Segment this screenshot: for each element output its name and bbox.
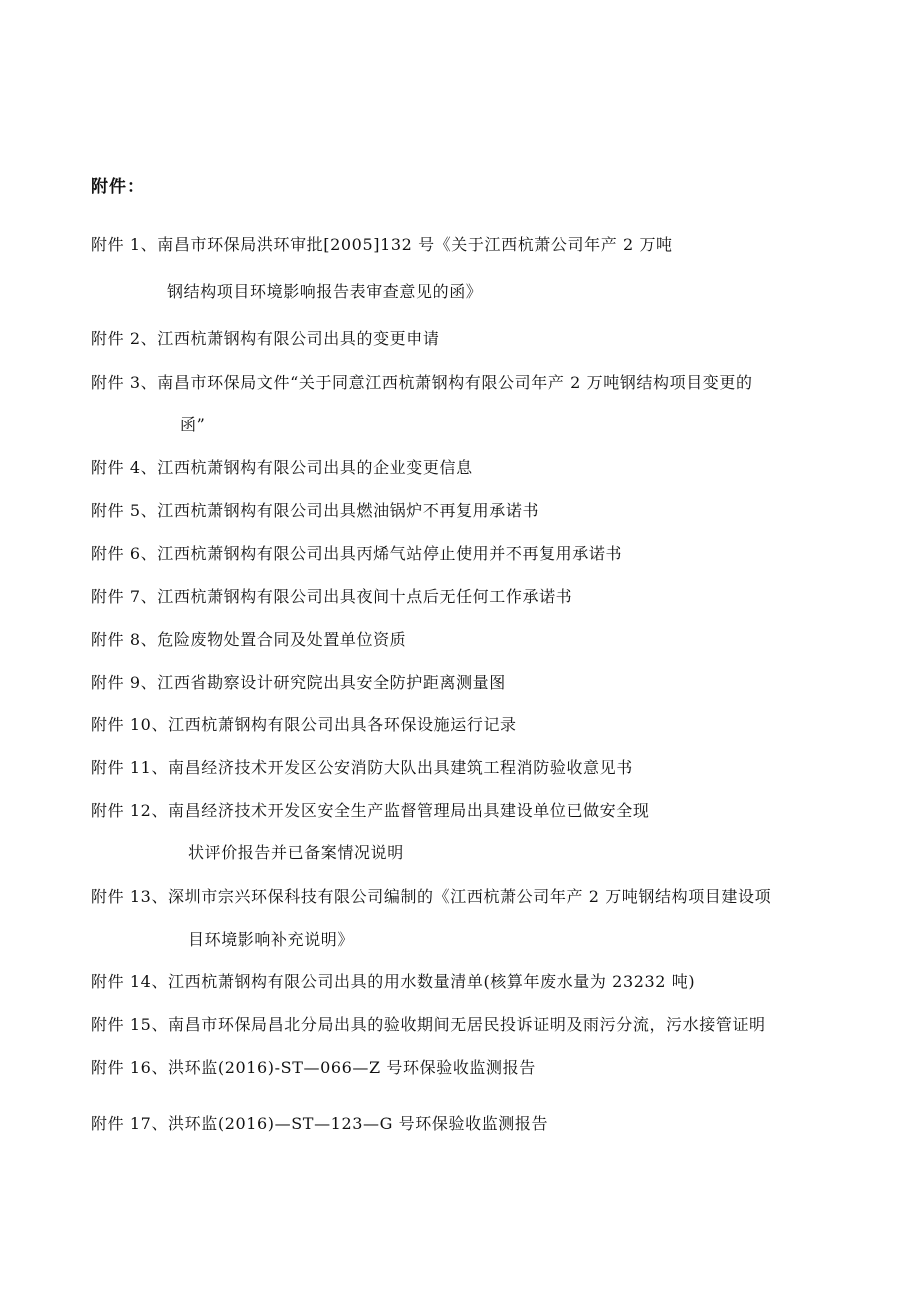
attachment-10: 附件 10、江西杭萧钢构有限公司出具各环保设施运行记录 [91, 715, 517, 734]
attachment-15: 附件 15、南昌市环保局昌北分局出具的验收期间无居民投诉证明及雨污分流，污水接管证明 [91, 1015, 766, 1034]
attachment-1-continued: 钢结构项目环境影响报告表审查意见的函》 [167, 282, 483, 301]
attachment-2: 附件 2、江西杭萧钢构有限公司出具的变更申请 [91, 329, 440, 348]
attachment-13: 附件 13、深圳市宗兴环保科技有限公司编制的《江西杭萧公司年产 2 万吨钢结构项目建设项 [91, 887, 772, 906]
attachment-5: 附件 5、江西杭萧钢构有限公司出具燃油锅炉不再复用承诺书 [91, 501, 540, 520]
attachment-14: 附件 14、江西杭萧钢构有限公司出具的用水数量清单(核算年废水量为 23232 吨) [91, 972, 696, 991]
attachment-13-continued: 目环境影响补充说明》 [188, 930, 355, 949]
attachment-11: 附件 11、南昌经济技术开发区公安消防大队出具建筑工程消防验收意见书 [91, 758, 633, 777]
attachment-7: 附件 7、江西杭萧钢构有限公司出具夜间十点后无任何工作承诺书 [91, 587, 573, 606]
attachment-12: 附件 12、南昌经济技术开发区安全生产监督管理局出具建设单位已做安全现 [91, 801, 650, 820]
attachment-3: 附件 3、南昌市环保局文件“关于同意江西杭萧钢构有限公司年产 2 万吨钢结构项目变更的 [91, 373, 753, 392]
attachment-6: 附件 6、江西杭萧钢构有限公司出具丙烯气站停止使用并不再复用承诺书 [91, 544, 623, 563]
attachment-16: 附件 16、洪环监(2016)-ST—066—Z 号环保验收监测报告 [91, 1058, 536, 1077]
attachment-4: 附件 4、江西杭萧钢构有限公司出具的企业变更信息 [91, 458, 473, 477]
attachment-9: 附件 9、江西省勘察设计研究院出具安全防护距离测量图 [91, 673, 506, 692]
attachment-12-continued: 状评价报告并已备案情况说明 [188, 843, 404, 862]
attachment-17: 附件 17、洪环监(2016)—ST—123—G 号环保验收监测报告 [91, 1114, 549, 1133]
attachment-8: 附件 8、危险废物处置合同及处置单位资质 [91, 630, 407, 649]
attachments-heading: 附件： [91, 177, 145, 197]
attachment-3-continued: 函” [180, 415, 206, 434]
attachment-1: 附件 1、南昌市环保局洪环审批[2005]132 号《关于江西杭萧公司年产 2 万吨 [91, 235, 673, 254]
